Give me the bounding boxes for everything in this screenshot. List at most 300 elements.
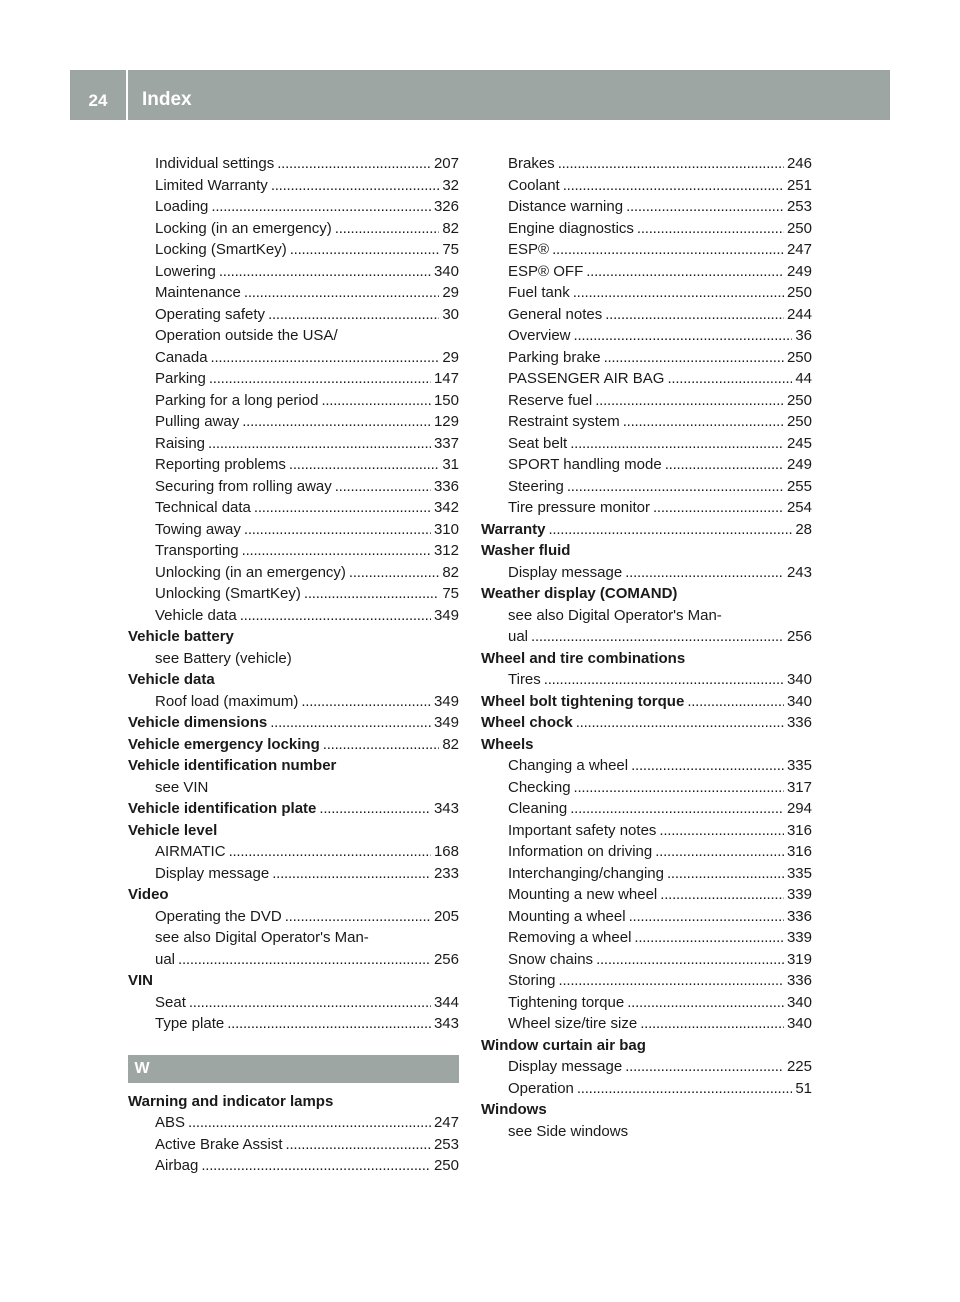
index-entry — [481, 1035, 812, 1057]
page-ref: 207 — [433, 155, 459, 172]
entry-text: Operating the DVD — [155, 907, 282, 925]
section-header-w — [128, 1055, 459, 1083]
entry-text: Warranty — [481, 520, 546, 538]
index-entry — [128, 540, 459, 562]
page-ref: 335 — [786, 757, 812, 774]
entry-text: Parking brake — [508, 348, 601, 366]
entry-text: Pulling away — [155, 413, 240, 430]
page-ref: 310 — [433, 520, 459, 538]
entry-text: Seat — [155, 993, 186, 1011]
index-entry — [481, 218, 812, 240]
index-entry — [481, 648, 812, 670]
index-entry — [481, 153, 812, 175]
entry-text: Operation outside the USA/ — [155, 327, 338, 344]
page-ref: 29 — [442, 284, 459, 301]
page-ref: 294 — [786, 800, 812, 817]
page-ref: 339 — [786, 886, 812, 903]
index-entry — [481, 1056, 812, 1078]
entry-text: Canada — [155, 348, 208, 366]
index-entry — [128, 820, 459, 842]
dot-leader — [625, 562, 784, 584]
dot-leader — [665, 454, 784, 476]
entry-text: Wheel bolt tightening torque — [481, 692, 685, 710]
index-entry — [481, 562, 812, 584]
dot-leader — [335, 218, 440, 240]
page-ref: 150 — [433, 391, 459, 409]
dot-leader — [319, 798, 431, 820]
page-ref: 245 — [786, 434, 812, 452]
index-entry — [481, 949, 812, 971]
index-entry — [481, 196, 812, 218]
index-entry — [128, 712, 459, 734]
page-number: 24 — [88, 91, 108, 110]
index-entry — [128, 906, 459, 928]
index-entry — [128, 949, 459, 971]
index-entry — [481, 884, 812, 906]
page-ref: 340 — [786, 692, 812, 710]
page-ref: 244 — [786, 305, 812, 323]
index-entry — [128, 755, 459, 777]
entry-text: Tire pressure monitor — [508, 499, 650, 516]
page-ref: 250 — [786, 348, 812, 366]
page-ref: 28 — [795, 520, 812, 538]
page-ref: 349 — [433, 714, 459, 731]
page-ref: 51 — [795, 1079, 812, 1097]
dot-leader — [268, 304, 439, 326]
dot-leader — [563, 175, 784, 197]
entry-text: Individual settings — [155, 155, 275, 172]
index-entry — [128, 153, 459, 175]
entry-text: Vehicle data — [128, 671, 215, 688]
entry-text: see Battery (vehicle) — [155, 649, 292, 667]
entry-text: Windows — [481, 1101, 547, 1118]
entry-text: Weather display (COMAND) — [481, 585, 678, 602]
dot-leader — [605, 304, 784, 326]
entry-text: see also Digital Operator's Man- — [508, 606, 722, 624]
dot-leader — [304, 583, 439, 605]
page-ref: 247 — [433, 1114, 459, 1131]
index-entry — [128, 239, 459, 261]
page-ref: 312 — [433, 542, 459, 559]
page-ref: 82 — [442, 219, 459, 237]
entry-text: Locking (in an emergency) — [155, 219, 332, 237]
index-entry — [481, 390, 812, 412]
index-entry — [128, 605, 459, 627]
index-column-right — [481, 153, 812, 1142]
index-entry — [128, 282, 459, 304]
dot-leader — [277, 153, 431, 175]
page-ref: 336 — [786, 714, 812, 731]
page-ref: 254 — [786, 499, 812, 516]
entry-text: AIRMATIC — [155, 843, 226, 860]
entry-text: VIN — [128, 972, 154, 989]
dot-leader — [208, 433, 431, 455]
entry-text: Tires — [508, 671, 541, 688]
dot-leader — [627, 992, 784, 1014]
entry-text: Washer fluid — [481, 542, 571, 559]
dot-leader — [321, 390, 431, 412]
page-ref: 349 — [433, 606, 459, 624]
entry-text: Checking — [508, 778, 571, 796]
index-entry — [481, 175, 812, 197]
dot-leader — [625, 1056, 784, 1078]
dot-leader — [272, 863, 431, 885]
dot-leader — [227, 1013, 431, 1035]
dot-leader — [631, 755, 784, 777]
entry-text: Warning and indicator lamps — [128, 1092, 334, 1110]
header-divider — [126, 70, 128, 120]
index-entry — [128, 411, 459, 433]
index-entry — [481, 820, 812, 842]
page-ref: 36 — [795, 327, 812, 344]
index-entry — [128, 970, 459, 992]
index-entry — [481, 411, 812, 433]
dot-leader — [242, 411, 431, 433]
index-entry — [128, 992, 459, 1014]
dot-leader — [634, 927, 784, 949]
entry-text: ABS — [155, 1114, 186, 1131]
page-ref: 250 — [433, 1157, 459, 1174]
index-list-left-bottom — [128, 1091, 459, 1177]
index-entry — [128, 325, 459, 347]
index-entry — [481, 368, 812, 390]
index-entry — [128, 368, 459, 390]
index-entry — [128, 927, 459, 949]
entry-text: Vehicle emergency locking — [128, 735, 320, 753]
entry-text: Mounting a wheel — [508, 907, 626, 925]
index-entry — [128, 626, 459, 648]
entry-text: Maintenance — [155, 284, 241, 301]
entry-text: Unlocking (in an emergency) — [155, 563, 346, 581]
entry-text: Airbag — [155, 1157, 199, 1174]
page-ref: 340 — [786, 671, 812, 688]
entry-text: General notes — [508, 305, 603, 323]
index-entry — [128, 433, 459, 455]
dot-leader — [595, 390, 784, 412]
index-entry — [481, 261, 812, 283]
entry-text: Vehicle battery — [128, 628, 234, 645]
entry-text: Vehicle identification number — [128, 757, 337, 774]
entry-text: Display message — [155, 864, 270, 882]
entry-text: Mounting a new wheel — [508, 886, 658, 903]
page-ref: 247 — [786, 241, 812, 258]
index-entry — [481, 927, 812, 949]
index-entry — [128, 175, 459, 197]
page-ref: 340 — [786, 1015, 812, 1032]
entry-text: ual — [155, 950, 176, 968]
index-list-left-top — [128, 153, 459, 1035]
page-ref: 75 — [442, 585, 459, 602]
dot-leader — [531, 626, 784, 648]
index-entry — [481, 755, 812, 777]
index-entry — [128, 884, 459, 906]
entry-text: Wheel and tire combinations — [481, 649, 686, 667]
dot-leader — [586, 261, 784, 283]
dot-leader — [285, 906, 431, 928]
dot-leader — [219, 261, 431, 283]
entry-text: Securing from rolling away — [155, 477, 332, 495]
index-entry — [481, 304, 812, 326]
entry-text: Reserve fuel — [508, 391, 593, 409]
dot-leader — [244, 282, 439, 304]
dot-leader — [271, 175, 440, 197]
page-ref: 29 — [442, 348, 459, 366]
dot-leader — [323, 734, 440, 756]
entry-text: Changing a wheel — [508, 757, 629, 774]
dot-leader — [659, 820, 784, 842]
page-ref: 342 — [433, 499, 459, 516]
dot-leader — [548, 519, 792, 541]
page-ref: 326 — [433, 198, 459, 215]
index-entry — [481, 906, 812, 928]
index-entry — [481, 540, 812, 562]
index-entry — [128, 1134, 459, 1156]
page-ref: 246 — [786, 155, 812, 172]
page-ref: 253 — [786, 198, 812, 215]
dot-leader — [687, 691, 784, 713]
dot-leader — [573, 282, 784, 304]
page-ref: 82 — [442, 563, 459, 581]
index-entry — [128, 1112, 459, 1134]
entry-text: see Side windows — [508, 1122, 629, 1140]
entry-text: Raising — [155, 434, 206, 452]
page-ref: 44 — [795, 370, 812, 387]
index-entry — [481, 347, 812, 369]
entry-text: Steering — [508, 477, 564, 495]
index-entry — [128, 734, 459, 756]
entry-text: Vehicle data — [155, 606, 237, 624]
page-ref: 249 — [786, 456, 812, 473]
dot-leader — [229, 841, 431, 863]
entry-text: Seat belt — [508, 434, 568, 452]
page-ref: 316 — [786, 821, 812, 839]
entry-text: Engine diagnostics — [508, 219, 634, 237]
page-ref: 250 — [786, 391, 812, 409]
dot-leader — [544, 669, 784, 691]
entry-text: Active Brake Assist — [155, 1135, 283, 1153]
dot-leader — [290, 239, 440, 261]
entry-text: Window curtain air bag — [481, 1036, 646, 1054]
index-entry — [481, 583, 812, 605]
index-entry — [128, 777, 459, 799]
page-ref: 336 — [433, 477, 459, 495]
dot-leader — [567, 476, 784, 498]
page-ref: 250 — [786, 219, 812, 237]
page-ref: 243 — [786, 563, 812, 581]
index-entry — [128, 1155, 459, 1177]
index-entry — [481, 992, 812, 1014]
entry-text: Fuel tank — [508, 284, 570, 301]
index-entry — [481, 691, 812, 713]
entry-text: Type plate — [155, 1015, 225, 1032]
index-entry — [128, 304, 459, 326]
index-entry — [481, 454, 812, 476]
dot-leader — [640, 1013, 784, 1035]
entry-text: see also Digital Operator's Man- — [155, 929, 369, 946]
entry-text: ESP® OFF — [508, 262, 584, 280]
entry-text: Snow chains — [508, 950, 594, 968]
dot-leader — [667, 368, 792, 390]
entry-text: Distance warning — [508, 198, 624, 215]
page-ref: 319 — [786, 950, 812, 968]
entry-text: Wheel size/tire size — [508, 1015, 638, 1032]
index-entry — [128, 390, 459, 412]
entry-text: PASSENGER AIR BAG — [508, 370, 665, 387]
dot-leader — [604, 347, 784, 369]
index-entry — [481, 626, 812, 648]
dot-leader — [301, 691, 431, 713]
index-entry — [128, 476, 459, 498]
entry-text: Removing a wheel — [508, 929, 632, 946]
entry-text: Locking (SmartKey) — [155, 241, 287, 258]
dot-leader — [570, 433, 784, 455]
page-header — [70, 70, 890, 120]
index-entry — [128, 798, 459, 820]
entry-text: Operation — [508, 1079, 574, 1097]
page-ref: 129 — [433, 413, 459, 430]
dot-leader — [558, 153, 784, 175]
index-entry — [128, 218, 459, 240]
entry-text: Important safety notes — [508, 821, 657, 839]
page-ref: 335 — [786, 864, 812, 882]
index-entry — [481, 798, 812, 820]
section-letter: W — [134, 1059, 150, 1077]
dot-leader — [286, 1134, 431, 1156]
page-ref: 339 — [786, 929, 812, 946]
entry-text: Reporting problems — [155, 456, 286, 473]
index-entry — [128, 863, 459, 885]
index-entry — [481, 841, 812, 863]
dot-leader — [209, 368, 431, 390]
index-entry — [481, 863, 812, 885]
page-ref: 343 — [433, 1015, 459, 1032]
dot-leader — [577, 1078, 792, 1100]
entry-text: Tightening torque — [508, 993, 625, 1011]
index-entry — [128, 648, 459, 670]
page-ref: 75 — [442, 241, 459, 258]
dot-leader — [626, 196, 784, 218]
entry-text: Parking — [155, 370, 206, 387]
page-ref: 340 — [433, 262, 459, 280]
entry-text: Interchanging/changing — [508, 864, 664, 882]
page-ref: 82 — [442, 735, 459, 753]
index-entry — [128, 1013, 459, 1035]
dot-leader — [178, 949, 431, 971]
page-ref: 30 — [442, 305, 459, 323]
index-entry — [128, 519, 459, 541]
dot-leader — [623, 411, 784, 433]
page-ref: 251 — [786, 176, 812, 194]
entry-text: Vehicle dimensions — [128, 714, 268, 731]
index-entry — [481, 497, 812, 519]
page-ref: 147 — [433, 370, 459, 387]
index-entry — [128, 261, 459, 283]
index-entry — [481, 1121, 812, 1143]
entry-text: Display message — [508, 1058, 623, 1075]
entry-text: Technical data — [155, 499, 251, 516]
index-entry — [481, 433, 812, 455]
index-entry — [128, 196, 459, 218]
dot-leader — [660, 884, 784, 906]
dot-leader — [240, 605, 431, 627]
dot-leader — [242, 540, 431, 562]
page-ref: 31 — [442, 456, 459, 473]
dot-leader — [637, 218, 784, 240]
index-entry — [481, 1013, 812, 1035]
entry-text: Information on driving — [508, 843, 653, 860]
page-ref: 233 — [433, 864, 459, 882]
entry-text: ual — [508, 628, 529, 645]
page-ref: 340 — [786, 993, 812, 1011]
index-entry — [128, 454, 459, 476]
dot-leader — [576, 712, 784, 734]
page-ref: 349 — [433, 692, 459, 710]
index-entry — [481, 970, 812, 992]
page-ref: 168 — [433, 843, 459, 860]
index-entry — [481, 1099, 812, 1121]
page-ref: 250 — [786, 284, 812, 301]
index-entry — [128, 562, 459, 584]
page-ref: 256 — [433, 950, 459, 968]
index-list-right — [481, 153, 812, 1142]
dot-leader — [254, 497, 431, 519]
page-ref: 336 — [786, 907, 812, 925]
entry-text: Unlocking (SmartKey) — [155, 585, 301, 602]
entry-text: Coolant — [508, 176, 560, 194]
dot-leader — [570, 798, 784, 820]
index-entry — [128, 497, 459, 519]
page-ref: 250 — [786, 413, 812, 430]
dot-leader — [349, 562, 439, 584]
index-entry — [481, 777, 812, 799]
index-entry — [128, 841, 459, 863]
entry-text: Parking for a long period — [155, 391, 319, 409]
page-ref: 205 — [433, 907, 459, 925]
entry-text: Vehicle identification plate — [128, 800, 317, 817]
page-ref: 337 — [433, 434, 459, 452]
dot-leader — [653, 497, 784, 519]
entry-text: Display message — [508, 563, 623, 581]
entry-text: Brakes — [508, 155, 555, 172]
dot-leader — [189, 992, 431, 1014]
page-ref: 249 — [786, 262, 812, 280]
index-entry — [481, 476, 812, 498]
entry-text: Overview — [508, 327, 571, 344]
entry-text: Towing away — [155, 520, 241, 538]
page-ref: 343 — [433, 800, 459, 817]
dot-leader — [655, 841, 784, 863]
page-ref: 256 — [786, 628, 812, 645]
index-entry — [481, 734, 812, 756]
page-ref: 317 — [786, 778, 812, 796]
page-ref: 225 — [786, 1058, 812, 1075]
dot-leader — [574, 325, 793, 347]
entry-text: Cleaning — [508, 800, 568, 817]
dot-leader — [188, 1112, 431, 1134]
index-entry — [481, 712, 812, 734]
index-entry — [481, 325, 812, 347]
entry-text: Video — [128, 886, 169, 903]
index-entry — [128, 669, 459, 691]
dot-leader — [289, 454, 439, 476]
page-ref: 336 — [786, 972, 812, 989]
dot-leader — [201, 1155, 431, 1177]
index-entry — [481, 605, 812, 627]
page-ref: 253 — [433, 1135, 459, 1153]
entry-text: SPORT handling mode — [508, 456, 662, 473]
entry-text: Vehicle level — [128, 821, 218, 839]
index-entry — [481, 239, 812, 261]
